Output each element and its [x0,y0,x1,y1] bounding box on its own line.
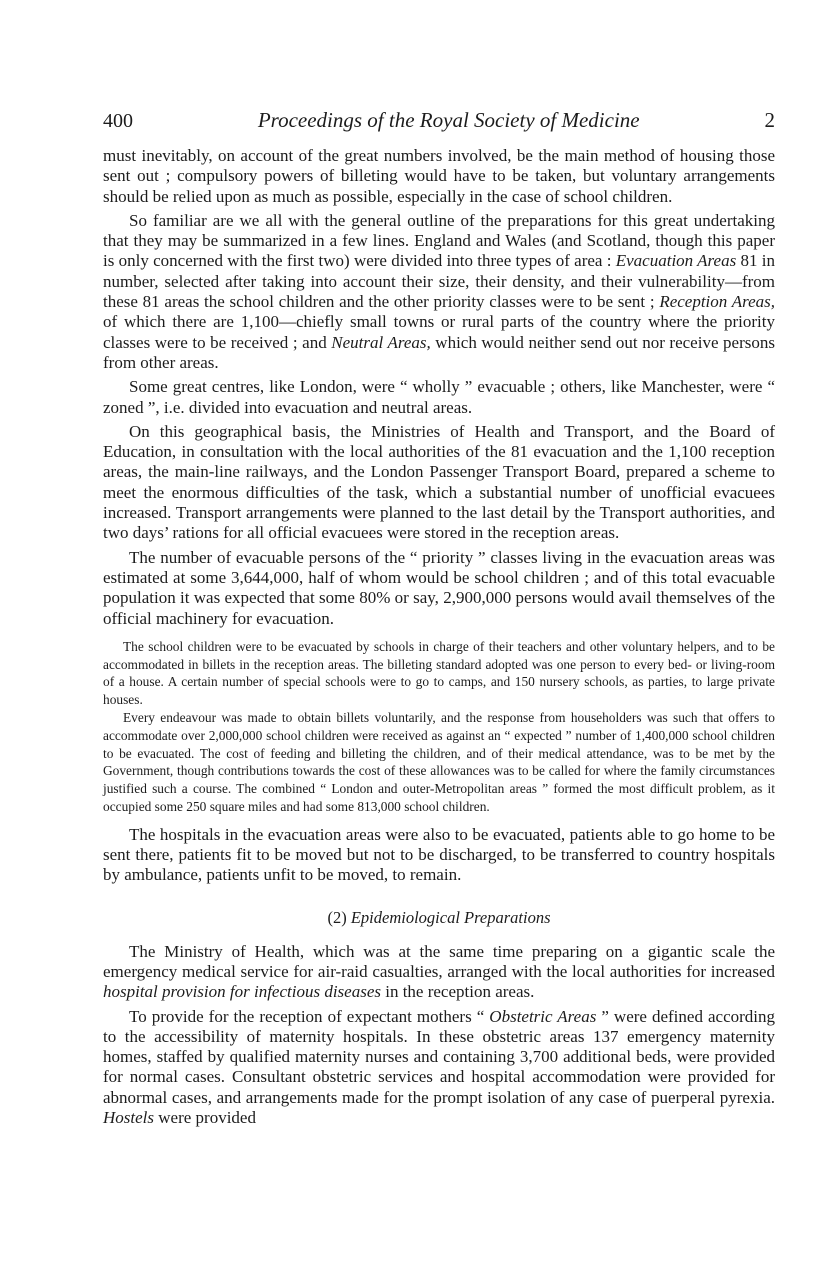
term-reception-areas: Reception Areas, [659,292,775,312]
paragraph-expectant-mothers [103,1007,775,1129]
paragraph-geographical-basis: On this geographical basis, the Ministries of Health and Transport, and the Board of Education, in consultation with the local authorities of the 81 evacuation and the 1,100 reception areas, the main-line railways, and the London Passenger Transport Board, prepared a scheme to meet the enormous difficulties of the task, which a substantial number of unofficial evacuees increased. Transport arrangements were planned to the last detail by the Transport authorities, and two days’ rations for all official evacuees were stored in the reception areas. [103,421,775,543]
section-heading-number: (2) [327,907,351,927]
term-evacuation-areas: Evacuation Areas [615,251,737,271]
section-heading-text: Epidemiological Preparations [350,907,551,927]
term-hospital-provision: hospital provision for infectious diseases [103,982,381,1002]
paragraph-ministry-of-health [103,942,775,1003]
term-hostels: Hostels [103,1108,154,1128]
text-run: 81 in number, selected after taking into account their size, their density, and their vulnerability—from these 81 areas the school children and the other priority classes were to be sent ; [103,251,775,312]
text-run: The Ministry of Health, which was at the same time preparing on a gigantic scale the emergency medical service for air-raid casualties, arranged with the local authorities for increased [103,941,775,981]
paragraph-continued: must inevitably, on account of the great numbers involved, be the main method of housing those sent out ; compulsory powers of billeting would have to be taken, but voluntary arrangements should be relied upon as much as possible, especially in the case of school children. [103,146,775,206]
term-neutral-areas: Neutral Areas, [331,332,431,352]
text-run: which would neither send out nor receive persons from other areas. [103,332,775,372]
text-run: ” were defined according to the accessibility of maternity hospitals. In these obstetric areas 137 emergency maternity homes, staffed by qualified maternity nurses and containing 3,700 additional beds, were provided for normal cases. Consultant obstetric services and hospital accommodation were provided for abnormal cases, and arrangements made for the prompt isolation of any case of puerperal pyrexia. [103,1006,775,1107]
paragraph-great-centres: Some great centres, like London, were “ wholly ” evacuable ; others, like Manchester, were “ zoned ”, i.e. divided into evacuation and neutral areas. [103,377,775,417]
section-heading [103,908,775,928]
term-obstetric-areas: Obstetric Areas [489,1006,597,1026]
paragraph-evacuable-persons: The number of evacuable persons of the “ priority ” classes living in the evacuation areas was estimated at some 3,644,000, half of whom would be school children ; and of this total evacuable population it was expected that some 80% or say, 2,900,000 persons would avail themselves of the official machinery for evacuation. [103,547,775,628]
journal-title: Proceedings of the Royal Society of Medicine [257,108,640,132]
paragraph-area-types [103,211,775,373]
text-run: of which there are 1,100—chiefly small towns or rural parts of the country where the priority classes were to be received ; and [103,312,775,352]
paragraph-hospitals: The hospitals in the evacuation areas were also to be evacuated, patients able to go home to be sent there, patients fit to be moved but not to be discharged, to be transferred to country hospitals by ambulance, patients unfit to be moved, to remain. [103,824,775,885]
text-run: So familiar are we all with the general outline of the preparations for this great undertaking that they may be summarized in a few lines. England and Wales (and Scotland, though this paper is only concerned with the first two) were divided into three types of area : [103,210,775,271]
small-paragraph-school-children: The school children were to be evacuated by schools in charge of their teachers and other voluntary helpers, and to be accommodated in billets in the reception areas. The billeting standard adopted was one person to every bed- or living-room of a house. A certain number of special schools were to go to camps, and 150 nursery schools, as parties, to large private houses. [103,638,775,708]
text-run: To provide for the reception of expectant mothers “ [129,1006,490,1026]
text-run: were provided [154,1108,256,1128]
small-paragraph-billets: Every endeavour was made to obtain billets voluntarily, and the response from householders was such that offers to accommodate over 2,000,000 school children were received as against an “ expected ” number of 1,400,000 school children to be evacuated. The cost of feeding and billeting the children, and of their medical attendance, was to be met by the Government, though contributions towards the cost of these allowances was to be called for where the family circumstances justified such a course. The combined “ London and outer-Metropolitan areas ” formed the most difficult problem, as it occupied some 250 square miles and had some 813,000 school children. [103,710,775,814]
text-run: in the reception areas. [380,982,535,1002]
page-number: 400 [103,110,133,132]
section-number: 2 [764,108,775,132]
journal-page [103,108,775,1128]
small-print-block [103,638,775,816]
running-header [103,108,775,146]
